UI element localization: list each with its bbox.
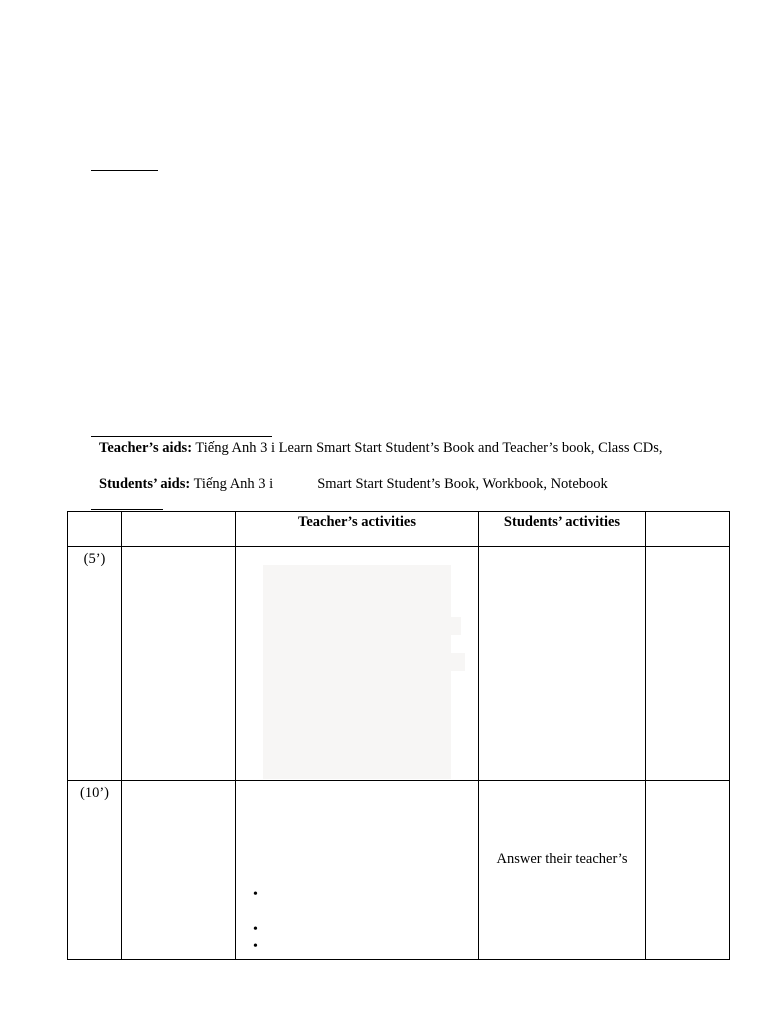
teacher-activity-cell [236, 547, 479, 781]
table-row [68, 547, 730, 781]
teacher-aids-line [99, 440, 663, 457]
header-students-activities: Students’ activities [479, 512, 646, 547]
header-cell-2 [122, 512, 236, 547]
section-underline-2 [91, 509, 163, 510]
table-row [68, 780, 730, 959]
student-activity-cell [479, 780, 646, 959]
time-cell [68, 780, 122, 959]
header-cell-1 [68, 512, 122, 547]
teacher-aids-text: Tiếng Anh 3 i Learn Smart Start Student’s Book and Teacher’s book, Class CDs, [195, 440, 663, 456]
teacher-aids-label: Teacher’s aids: [99, 440, 193, 456]
bullet-point: • [253, 921, 258, 937]
stage-cell [122, 547, 236, 781]
bullet-point: • [253, 938, 258, 954]
header-cell-5 [646, 512, 730, 547]
bullet-point: • [253, 886, 258, 902]
students-aids-line [99, 476, 608, 493]
table-header-row [68, 512, 730, 547]
header-teachers-activities: Teacher’s activities [236, 512, 479, 547]
extra-cell [646, 780, 730, 959]
faded-text-block [310, 653, 465, 671]
students-aids-text-2: Smart Start Student’s Book, Workbook, Notebook [317, 476, 608, 492]
faded-text-block [263, 565, 451, 779]
student-activity-text: Answer their teacher’s [496, 850, 628, 867]
faded-text-block [263, 617, 461, 635]
teacher-activity-cell [236, 780, 479, 959]
stage-cell [122, 780, 236, 959]
students-aids-text-1: Tiếng Anh 3 i [193, 476, 274, 492]
title-underline [91, 170, 158, 171]
students-aids-label: Students’ aids: [99, 476, 191, 492]
section-underline [91, 436, 272, 437]
time-cell [68, 547, 122, 781]
student-activity-cell [479, 547, 646, 781]
extra-cell [646, 547, 730, 781]
lesson-plan-table [67, 511, 730, 960]
time-label: (10’) [80, 784, 109, 801]
time-label: (5’) [83, 551, 106, 568]
